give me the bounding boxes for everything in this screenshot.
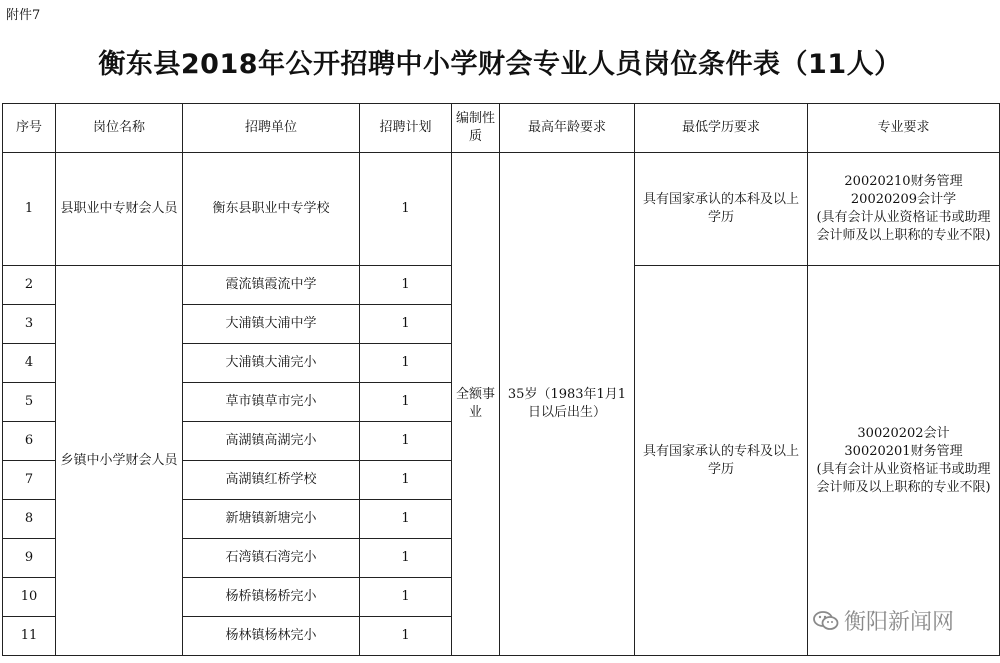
cell-plan: 1 bbox=[360, 266, 452, 305]
cell-unit: 杨桥镇杨桥完小 bbox=[183, 578, 360, 617]
cell-unit: 大浦镇大浦完小 bbox=[183, 344, 360, 383]
cell-edu: 具有国家承认的专科及以上学历 bbox=[635, 266, 808, 656]
cell-seq: 2 bbox=[3, 266, 56, 305]
cell-unit: 大浦镇大浦中学 bbox=[183, 305, 360, 344]
wechat-icon bbox=[812, 610, 840, 632]
cell-major: 30020202会计 30020201财务管理 (具有会计从业资格证书或助理会计师及以上职称的专业不限) bbox=[808, 266, 1000, 656]
cell-seq: 10 bbox=[3, 578, 56, 617]
cell-plan: 1 bbox=[360, 539, 452, 578]
cell-seq: 8 bbox=[3, 500, 56, 539]
header-seq: 序号 bbox=[3, 104, 56, 153]
cell-plan: 1 bbox=[360, 153, 452, 266]
cell-unit: 衡东县职业中专学校 bbox=[183, 153, 360, 266]
cell-unit: 高湖镇高湖完小 bbox=[183, 422, 360, 461]
header-nature: 编制性质 bbox=[452, 104, 500, 153]
cell-post: 县职业中专财会人员 bbox=[56, 153, 183, 266]
cell-post: 乡镇中小学财会人员 bbox=[56, 266, 183, 656]
cell-nature: 全额事业 bbox=[452, 153, 500, 656]
cell-seq: 9 bbox=[3, 539, 56, 578]
cell-plan: 1 bbox=[360, 461, 452, 500]
cell-seq: 11 bbox=[3, 617, 56, 656]
page-title: 衡东县2018年公开招聘中小学财会专业人员岗位条件表（11人） bbox=[98, 49, 902, 80]
cell-age: 35岁（1983年1月1日以后出生） bbox=[500, 153, 635, 656]
header-edu: 最低学历要求 bbox=[635, 104, 808, 153]
cell-seq: 3 bbox=[3, 305, 56, 344]
cell-plan: 1 bbox=[360, 578, 452, 617]
cell-seq: 4 bbox=[3, 344, 56, 383]
cell-unit: 石湾镇石湾完小 bbox=[183, 539, 360, 578]
position-table bbox=[2, 103, 1000, 656]
cell-seq: 6 bbox=[3, 422, 56, 461]
header-row bbox=[3, 104, 1000, 153]
cell-unit: 新塘镇新塘完小 bbox=[183, 500, 360, 539]
table-row bbox=[3, 153, 1000, 266]
cell-plan: 1 bbox=[360, 422, 452, 461]
header-major: 专业要求 bbox=[808, 104, 1000, 153]
cell-unit: 霞流镇霞流中学 bbox=[183, 266, 360, 305]
cell-plan: 1 bbox=[360, 305, 452, 344]
cell-unit: 草市镇草市完小 bbox=[183, 383, 360, 422]
cell-plan: 1 bbox=[360, 383, 452, 422]
header-unit: 招聘单位 bbox=[183, 104, 360, 153]
cell-plan: 1 bbox=[360, 617, 452, 656]
cell-plan: 1 bbox=[360, 344, 452, 383]
cell-seq: 7 bbox=[3, 461, 56, 500]
cell-unit: 杨林镇杨林完小 bbox=[183, 617, 360, 656]
attachment-label: 附件7 bbox=[6, 8, 41, 23]
header-age: 最高年龄要求 bbox=[500, 104, 635, 153]
cell-unit: 高湖镇红桥学校 bbox=[183, 461, 360, 500]
watermark-text: 衡阳新闻网 bbox=[844, 610, 955, 635]
header-post: 岗位名称 bbox=[56, 104, 183, 153]
header-plan: 招聘计划 bbox=[360, 104, 452, 153]
cell-seq: 5 bbox=[3, 383, 56, 422]
cell-edu: 具有国家承认的本科及以上学历 bbox=[635, 153, 808, 266]
cell-seq: 1 bbox=[3, 153, 56, 266]
cell-major: 20020210财务管理 20020209会计学 (具有会计从业资格证书或助理会计师及以上职称的专业不限) bbox=[808, 153, 1000, 266]
cell-plan: 1 bbox=[360, 500, 452, 539]
watermark bbox=[812, 605, 954, 636]
